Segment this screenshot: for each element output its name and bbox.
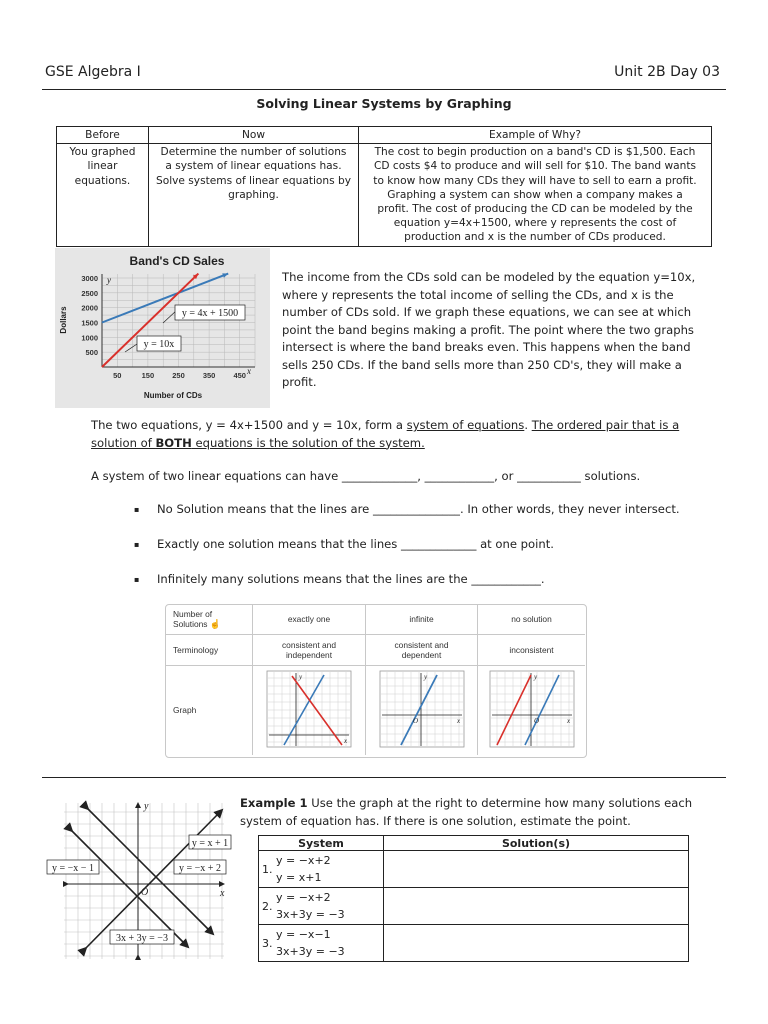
svg-text:y: y	[423, 673, 427, 682]
label-x-plus-1: y = x + 1	[191, 838, 229, 849]
bullet-mark: ▪	[134, 540, 140, 549]
line-y-eq-x-plus-1	[84, 812, 220, 950]
bullet-one-solution: Exactly one solution means that the lines _____________ at one point.	[157, 537, 554, 551]
graph-infinite-cell	[366, 665, 478, 755]
graph-parallel-lines	[489, 670, 575, 748]
bullet-mark: ▪	[134, 575, 140, 584]
y-tick-label: 2500	[81, 288, 98, 298]
col-now: Now	[149, 127, 359, 144]
pointer-icon: ☝	[209, 618, 221, 629]
svg-text:x: x	[456, 717, 460, 726]
svg-text:x: x	[566, 717, 570, 726]
graph-intersecting-lines	[266, 670, 352, 748]
y-tick-label: 500	[85, 348, 98, 358]
number-of-solutions-label: Number of Solutions ☝	[166, 605, 253, 634]
solutions-count-prompt: A system of two linear equations can have _____________, ____________, or ___________ solutions.	[91, 469, 641, 483]
svg-text:O: O	[533, 717, 539, 726]
example-graph	[46, 795, 232, 967]
page-title: Solving Linear Systems by Graphing	[256, 96, 512, 111]
table-row: 3. y = −x−1 3x+3y = −3	[259, 925, 689, 962]
col-system: System	[259, 836, 384, 851]
y-tick-label: 2000	[81, 303, 98, 313]
x-tick-label: 350	[202, 371, 216, 380]
example-origin: O	[141, 887, 149, 898]
line-y-eq-neg-x-minus-1	[70, 829, 186, 945]
section-rule	[42, 777, 726, 778]
svg-text:y: y	[533, 673, 537, 682]
unit-day: Unit 2B Day 03	[614, 64, 720, 80]
solution-answer-3[interactable]	[384, 925, 689, 962]
terminology-label: Terminology	[166, 634, 253, 665]
term-infinite: consistent and dependent	[366, 634, 478, 665]
x-axis-letter: x	[247, 366, 251, 376]
table-row: 1. y = −x+2 y = x+1	[259, 851, 689, 888]
graph-coincident-lines	[379, 670, 465, 748]
col-why: Example of Why?	[359, 127, 712, 144]
graph-label: Graph	[173, 705, 197, 716]
svg-text:O: O	[412, 717, 418, 726]
col-solutions: Solution(s)	[384, 836, 689, 851]
col-no-solution: no solution	[478, 605, 586, 634]
col-exactly-one: exactly one	[253, 605, 366, 634]
example-instructions: Example 1 Use the graph at the right to determine how many solutions each system of equation has. If there is one solution, estimate the point.	[240, 796, 693, 828]
objectives-table	[56, 126, 712, 247]
now-cell: Determine the number of solutions a system of linear equations has. Solve systems of linear equations by graphing.	[149, 144, 359, 246]
y-tick-label: 1000	[81, 333, 98, 343]
course-name: GSE Algebra I	[45, 64, 141, 80]
y-axis-letter: y	[107, 275, 111, 285]
top-rule	[42, 89, 726, 90]
x-tick-label: 250	[172, 371, 185, 380]
col-before: Before	[57, 127, 149, 144]
svg-text:y: y	[299, 673, 303, 682]
table-row: 2. y = −x+2 3x+3y = −3	[259, 888, 689, 925]
label-neg-x-minus-1: y = −x − 1	[52, 863, 94, 874]
chart-background	[55, 248, 270, 408]
term-no-solution: inconsistent	[478, 634, 586, 665]
series-label-income: y = 10x	[143, 339, 175, 350]
why-cell: The cost to begin production on a band's CD is $1,500. Each CD costs $4 to produce and will sell for $10. The band wants to know how many CDs they will have to sell to earn a profit. Graphing a system can show when a company makes a profit. The cost of producing the CD can be modeled by the equation y=4x+1500, where y represents the cost of production and x is the number of CDs produced.	[359, 144, 712, 246]
col-infinite: infinite	[366, 605, 478, 634]
before-cell: You graphed linear equations.	[57, 144, 149, 246]
term-exactly-one: consistent and independent	[253, 634, 366, 665]
x-tick-label: 50	[113, 371, 122, 380]
graph-exactly-one-cell	[253, 665, 366, 755]
example-y-letter: y	[144, 801, 149, 812]
band-cd-sales-chart	[55, 248, 270, 408]
bullet-infinite-solutions: Infinitely many solutions means that the lines are the ____________.	[157, 572, 545, 586]
bullet-mark: ▪	[134, 505, 140, 514]
label-3x-3y: 3x + 3y = −3	[116, 933, 168, 944]
svg-text:x: x	[344, 737, 348, 746]
series-label-cost: y = 4x + 1500	[181, 308, 239, 319]
solution-answer-1[interactable]	[384, 851, 689, 888]
chart-title: Band's CD Sales	[129, 254, 225, 268]
example-table	[258, 835, 689, 962]
y-tick-label: 3000	[81, 274, 98, 283]
example-x-letter: x	[220, 888, 225, 899]
system-definition: The two equations, y = 4x+1500 and y = 10x, form a system of equations. The ordered pair that is a solution of BOTH equations is the solution of the system.	[91, 418, 680, 450]
bullet-no-solution: No Solution means that the lines are _______________. In other words, they never intersect.	[157, 502, 680, 516]
graph-no-solution-cell	[478, 665, 586, 755]
label-neg-x-plus-2: y = −x + 2	[179, 863, 221, 874]
x-axis-label: Number of CDs	[143, 391, 203, 400]
x-tick-label: 450	[233, 371, 246, 380]
solution-answer-2[interactable]	[384, 888, 689, 925]
x-tick-label: 150	[141, 371, 155, 380]
y-axis-label: Dollars	[59, 306, 68, 334]
band-explanation: The income from the CDs sold can be modeled by the equation y=10x, where y represents the total income of selling the CDs, and x is the number of CDs sold. If we graph these equations, we can see at which point the band begins making a profit. The point where the two graphs intersect is where the band breaks even. This happens when the band sells 250 CDs. If the band sells more than 250 CD's, they will make a profit.	[282, 270, 696, 389]
terminology-table	[166, 605, 585, 755]
y-tick-label: 1500	[81, 318, 98, 328]
